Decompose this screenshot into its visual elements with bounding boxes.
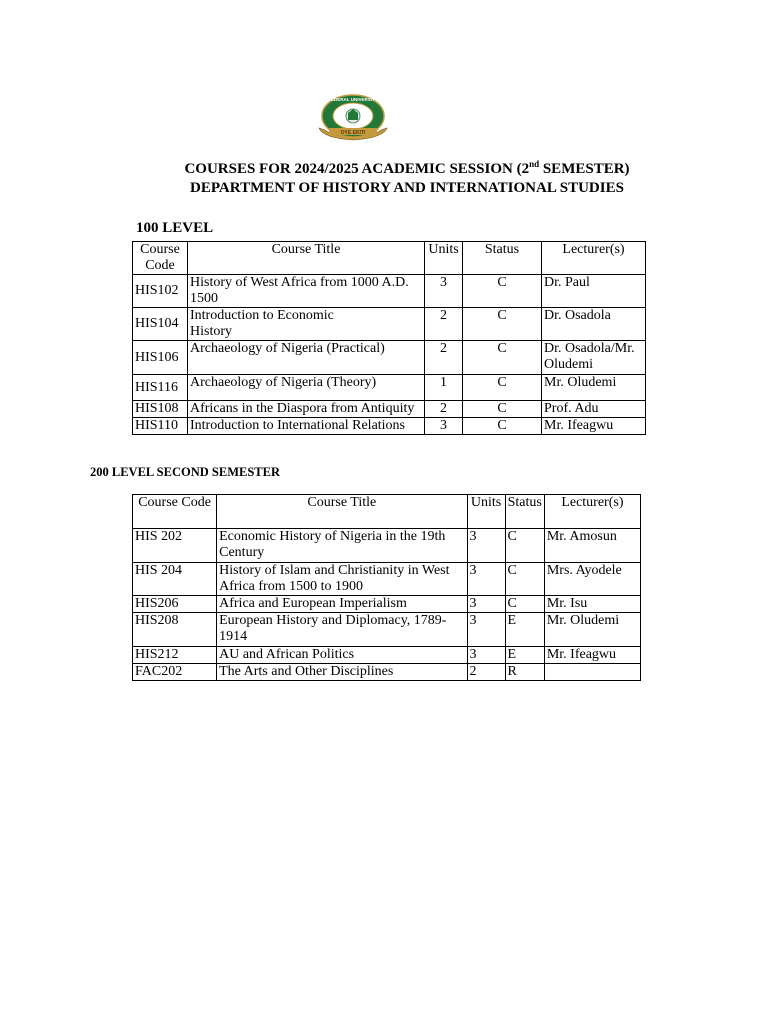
course-status: C [505, 563, 544, 596]
university-logo [315, 92, 391, 142]
table-row [133, 275, 646, 308]
course-title: Archaeology of Nigeria (Theory) [188, 375, 425, 401]
department-heading: DEPARTMENT OF HISTORY AND INTERNATIONAL STUDIES [190, 180, 624, 196]
course-lecturer: Dr. Osadola/Mr. Oludemi [542, 341, 646, 375]
logo-text-top: FEDERAL UNIVERSITY [328, 97, 378, 102]
header-units: Units [467, 495, 505, 529]
course-lecturer: Prof. Adu [542, 401, 646, 418]
header-units: Units [425, 242, 463, 275]
course-units: 2 [467, 664, 505, 681]
course-units: 3 [425, 418, 463, 435]
course-units: 2 [425, 308, 463, 341]
course-lecturer: Mr. Isu [544, 596, 640, 613]
course-lecturer: Mr. Ifeagwu [542, 418, 646, 435]
header-course-code: Course Code [133, 495, 217, 529]
course-units: 3 [467, 563, 505, 596]
course-title: History of Islam and Christianity in West Africa from 1500 to 1900 [217, 563, 467, 596]
course-lecturer: Dr. Paul [542, 275, 646, 308]
course-title: AU and African Politics [217, 647, 467, 664]
course-status: C [463, 275, 542, 308]
table-row [133, 401, 646, 418]
course-status: C [505, 529, 544, 563]
level-200-title: 200 LEVEL SECOND SEMESTER [90, 465, 280, 479]
header-lecturers: Lecturer(s) [542, 242, 646, 275]
table-row [133, 664, 641, 681]
course-code: HIS206 [133, 596, 217, 613]
level-100-table [132, 241, 646, 435]
course-code: FAC202 [133, 664, 217, 681]
course-code: HIS 204 [133, 563, 217, 596]
header-course-title: Course Title [217, 495, 467, 529]
course-code: HIS 202 [133, 529, 217, 563]
table-row [133, 529, 641, 563]
course-code: HIS110 [133, 418, 188, 435]
course-code: HIS212 [133, 647, 217, 664]
course-units: 2 [425, 341, 463, 375]
course-lecturer: Mr. Oludemi [542, 375, 646, 401]
course-lecturer: Mr. Amosun [544, 529, 640, 563]
course-status: C [463, 418, 542, 435]
course-title: The Arts and Other Disciplines [217, 664, 467, 681]
course-title: Economic History of Nigeria in the 19th Century [217, 529, 467, 563]
course-status: C [463, 308, 542, 341]
course-lecturer [544, 664, 640, 681]
course-units: 1 [425, 375, 463, 401]
header-status: Status [505, 495, 544, 529]
logo-text-bottom: OYE EKITI [340, 130, 366, 136]
course-code: HIS208 [133, 613, 217, 647]
course-status: C [505, 596, 544, 613]
course-status: C [463, 401, 542, 418]
course-status: E [505, 647, 544, 664]
course-title: Africans in the Diaspora from Antiquity [188, 401, 425, 418]
course-units: 3 [467, 613, 505, 647]
course-status: E [505, 613, 544, 647]
course-code: HIS108 [133, 401, 188, 418]
course-lecturer: Mr. Ifeagwu [544, 647, 640, 664]
course-code: HIS104 [133, 308, 188, 341]
course-status: R [505, 664, 544, 681]
course-units: 3 [467, 596, 505, 613]
table-row [133, 613, 641, 647]
table-header-row [133, 242, 646, 275]
course-lecturer: Mrs. Ayodele [544, 563, 640, 596]
course-title: Introduction to Economic History [188, 308, 425, 341]
course-title: Africa and European Imperialism [217, 596, 467, 613]
table-row [133, 563, 641, 596]
course-status: C [463, 341, 542, 375]
course-units: 3 [425, 275, 463, 308]
course-title: European History and Diplomacy, 1789-1914 [217, 613, 467, 647]
course-units: 2 [425, 401, 463, 418]
table-row [133, 596, 641, 613]
table-row [133, 647, 641, 664]
session-heading: COURSES FOR 2024/2025 ACADEMIC SESSION (2nd SEMESTER) [184, 159, 630, 177]
course-title: Introduction to International Relations [188, 418, 425, 435]
course-lecturer: Dr. Osadola [542, 308, 646, 341]
course-title: History of West Africa from 1000 A.D. 1500 [188, 275, 425, 308]
table-row [133, 341, 646, 375]
header-course-code: Course Code [133, 242, 188, 275]
course-units: 3 [467, 529, 505, 563]
table-row [133, 375, 646, 401]
table-header-row [133, 495, 641, 529]
course-code: HIS102 [133, 275, 188, 308]
course-lecturer: Mr. Oludemi [544, 613, 640, 647]
level-100-title: 100 LEVEL [136, 220, 214, 236]
table-row [133, 418, 646, 435]
header-course-title: Course Title [188, 242, 425, 275]
course-title: Archaeology of Nigeria (Practical) [188, 341, 425, 375]
course-code: HIS116 [133, 375, 188, 401]
course-status: C [463, 375, 542, 401]
table-row [133, 308, 646, 341]
level-200-table [132, 494, 641, 681]
header-lecturers: Lecturer(s) [544, 495, 640, 529]
course-units: 3 [467, 647, 505, 664]
course-code: HIS106 [133, 341, 188, 375]
header-status: Status [463, 242, 542, 275]
